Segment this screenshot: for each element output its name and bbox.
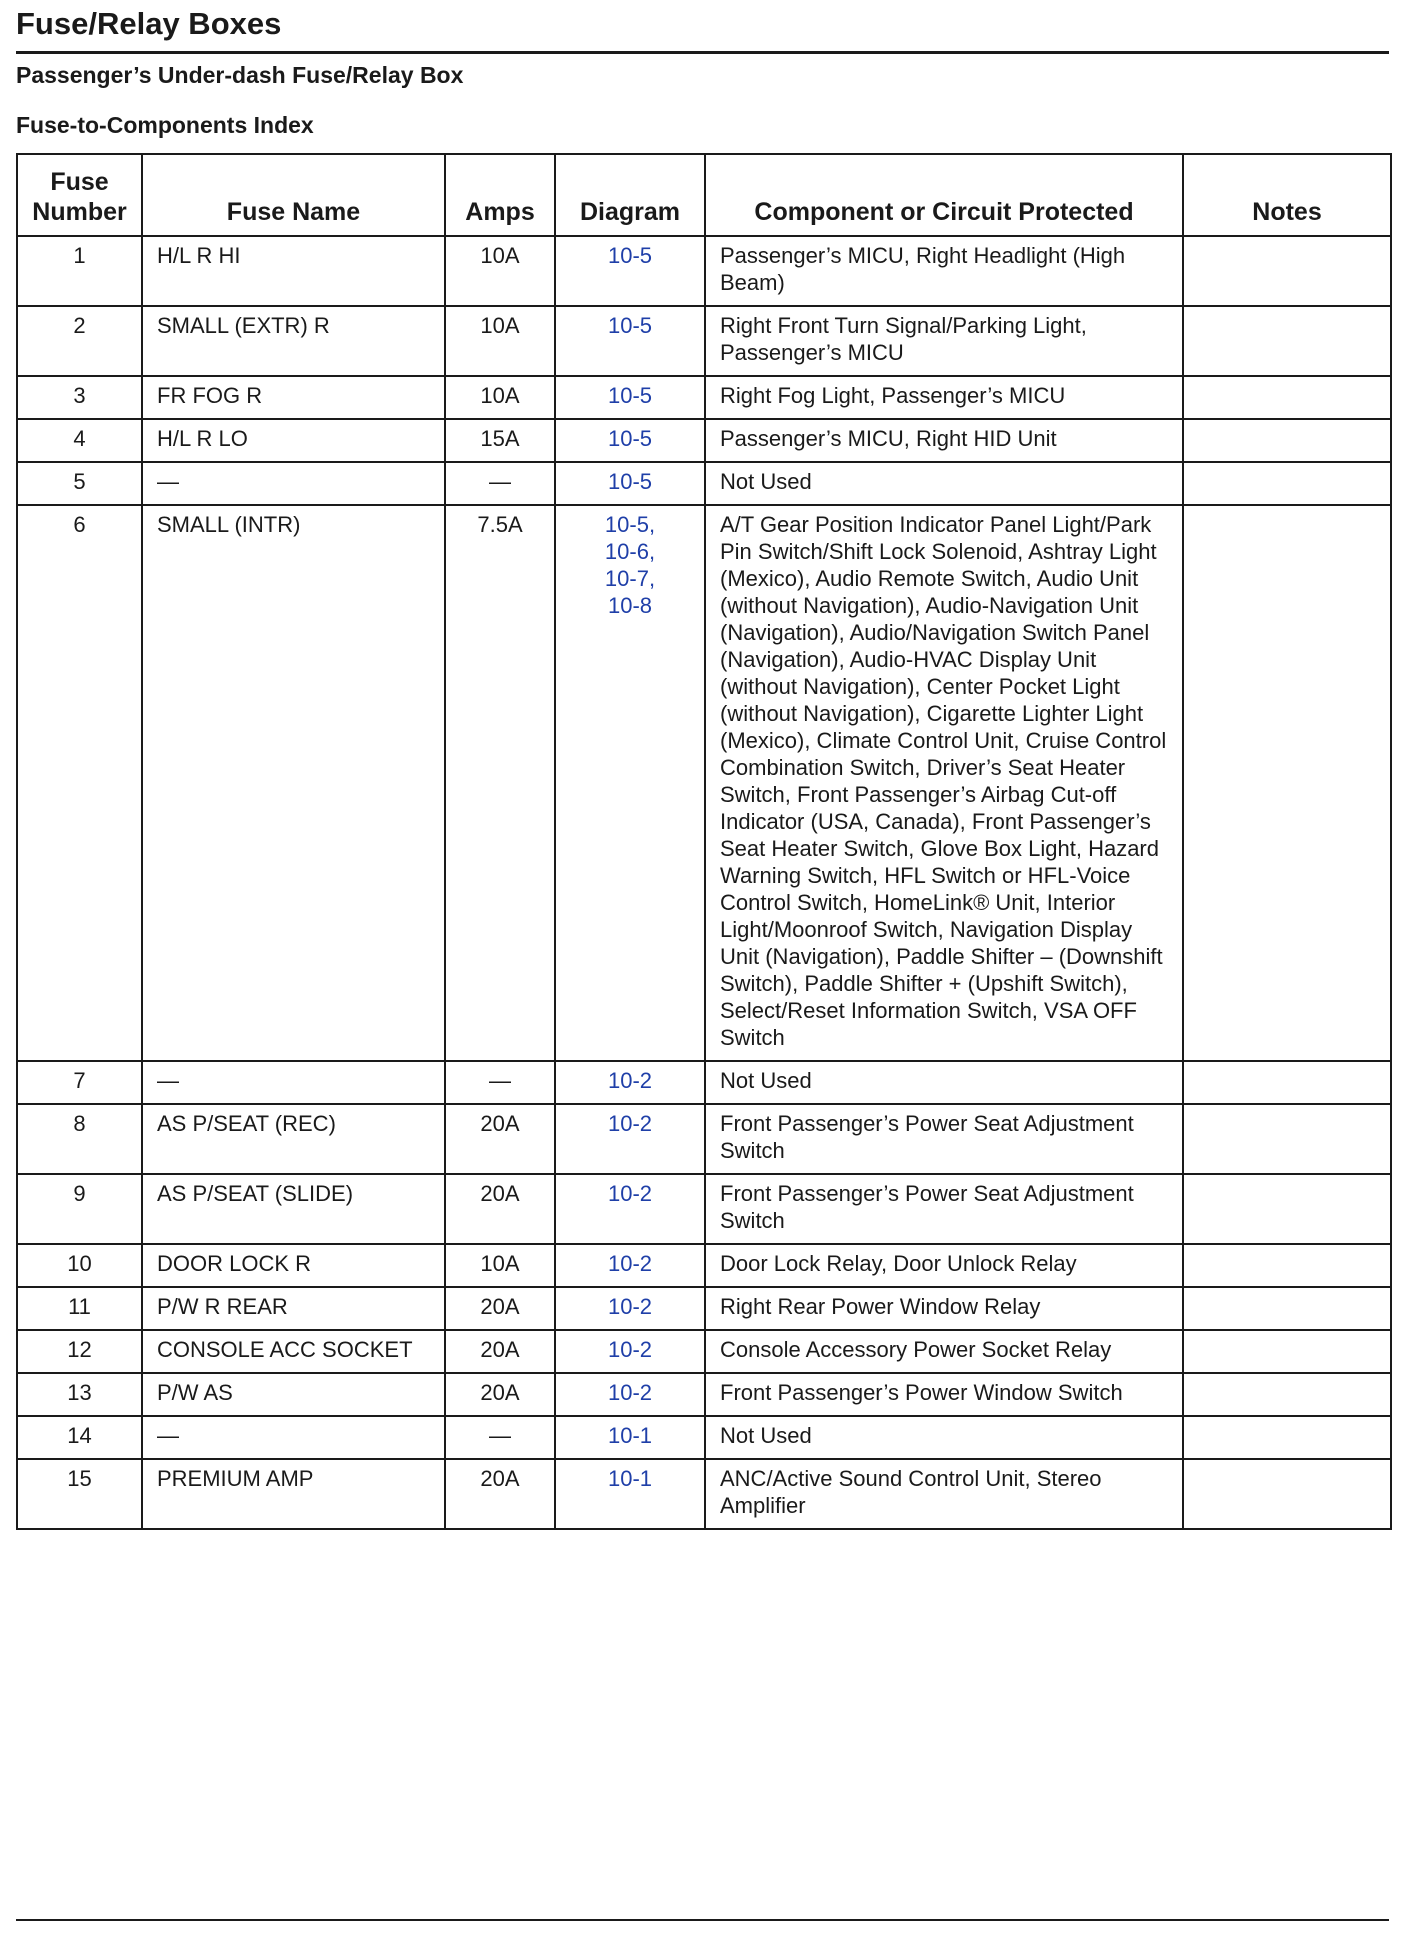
notes-cell [1183, 1416, 1391, 1459]
notes-cell [1183, 505, 1391, 1061]
fuse-number-cell: 3 [17, 376, 142, 419]
diagram-link[interactable]: 10-5 [607, 426, 653, 451]
diagram-link[interactable]: 10-5 [607, 383, 653, 408]
fuse-name-cell: P/W AS [142, 1373, 445, 1416]
amps-cell: 20A [445, 1287, 555, 1330]
table-row [17, 1373, 1391, 1416]
fuse-name-cell: — [142, 1061, 445, 1104]
diagram-link[interactable]: 10-1 [607, 1466, 653, 1491]
section-subtitle: Passenger’s Under-dash Fuse/Relay Box [16, 62, 464, 88]
component-cell: Not Used [705, 462, 1183, 505]
notes-cell [1183, 1061, 1391, 1104]
component-cell: ANC/Active Sound Control Unit, Stereo Amplifier [705, 1459, 1183, 1529]
diagram-cell [555, 1061, 705, 1104]
component-cell: Not Used [705, 1416, 1183, 1459]
diagram-cell [555, 1459, 705, 1529]
diagram-link[interactable]: 10-2 [607, 1251, 653, 1276]
fuse-number-cell: 4 [17, 419, 142, 462]
fuse-name-cell: FR FOG R [142, 376, 445, 419]
table-row [17, 376, 1391, 419]
header-fuse-number: Fuse Number [17, 154, 142, 236]
notes-cell [1183, 376, 1391, 419]
fuse-name-cell: H/L R LO [142, 419, 445, 462]
fuse-number-cell: 10 [17, 1244, 142, 1287]
fuse-name-cell: SMALL (EXTR) R [142, 306, 445, 376]
component-cell: Right Fog Light, Passenger’s MICU [705, 376, 1183, 419]
table-row [17, 1330, 1391, 1373]
fuse-number-cell: 6 [17, 505, 142, 1061]
diagram-cell [555, 1104, 705, 1174]
component-cell: Right Front Turn Signal/Parking Light, Passenger’s MICU [705, 306, 1183, 376]
fuse-name-cell: AS P/SEAT (REC) [142, 1104, 445, 1174]
fuse-name-cell: — [142, 462, 445, 505]
notes-cell [1183, 1459, 1391, 1529]
notes-cell [1183, 419, 1391, 462]
notes-cell [1183, 1104, 1391, 1174]
fuse-name-cell: — [142, 1416, 445, 1459]
fuse-table [16, 153, 1392, 1530]
diagram-cell [555, 419, 705, 462]
notes-cell [1183, 236, 1391, 306]
amps-cell: — [445, 1061, 555, 1104]
fuse-name-cell: P/W R REAR [142, 1287, 445, 1330]
component-cell: Console Accessory Power Socket Relay [705, 1330, 1183, 1373]
amps-cell: 20A [445, 1330, 555, 1373]
fuse-number-cell: 5 [17, 462, 142, 505]
diagram-cell [555, 306, 705, 376]
diagram-cell [555, 505, 705, 1061]
amps-cell: 10A [445, 1244, 555, 1287]
title-rule [16, 51, 1389, 54]
table-row [17, 462, 1391, 505]
amps-cell: — [445, 462, 555, 505]
header-component: Component or Circuit Protected [705, 154, 1183, 236]
diagram-cell [555, 462, 705, 505]
component-cell: Door Lock Relay, Door Unlock Relay [705, 1244, 1183, 1287]
diagram-link[interactable]: 10-8 [607, 593, 653, 618]
diagram-link[interactable]: 10-5 [607, 469, 653, 494]
amps-cell: 20A [445, 1373, 555, 1416]
component-cell: Passenger’s MICU, Right HID Unit [705, 419, 1183, 462]
component-cell: Passenger’s MICU, Right Headlight (High Beam) [705, 236, 1183, 306]
diagram-cell [555, 1416, 705, 1459]
fuse-number-cell: 13 [17, 1373, 142, 1416]
page-title: Fuse/Relay Boxes [16, 6, 282, 41]
amps-cell: 20A [445, 1174, 555, 1244]
component-cell: Right Rear Power Window Relay [705, 1287, 1183, 1330]
component-cell: Not Used [705, 1061, 1183, 1104]
header-amps: Amps [445, 154, 555, 236]
fuse-name-cell: DOOR LOCK R [142, 1244, 445, 1287]
diagram-cell [555, 1373, 705, 1416]
footer-rule [16, 1919, 1389, 1921]
amps-cell: 10A [445, 236, 555, 306]
component-cell: Front Passenger’s Power Window Switch [705, 1373, 1183, 1416]
notes-cell [1183, 1244, 1391, 1287]
fuse-name-cell: CONSOLE ACC SOCKET [142, 1330, 445, 1373]
notes-cell [1183, 306, 1391, 376]
table-row [17, 236, 1391, 306]
diagram-link[interactable]: 10-5 [607, 313, 653, 338]
table-row [17, 1174, 1391, 1244]
amps-cell: 10A [445, 306, 555, 376]
fuse-name-cell: SMALL (INTR) [142, 505, 445, 1061]
diagram-link[interactable]: 10-2 [607, 1068, 653, 1093]
diagram-link[interactable]: 10-2 [607, 1181, 653, 1206]
diagram-link[interactable]: 10-5 [607, 243, 653, 268]
amps-cell: 15A [445, 419, 555, 462]
table-row [17, 1416, 1391, 1459]
fuse-name-cell: PREMIUM AMP [142, 1459, 445, 1529]
header-diagram: Diagram [555, 154, 705, 236]
diagram-cell [555, 236, 705, 306]
fuse-number-cell: 7 [17, 1061, 142, 1104]
amps-cell: 20A [445, 1104, 555, 1174]
diagram-link[interactable]: 10-6, [604, 539, 656, 564]
component-cell: Front Passenger’s Power Seat Adjustment Switch [705, 1104, 1183, 1174]
table-row [17, 419, 1391, 462]
header-notes: Notes [1183, 154, 1391, 236]
index-title: Fuse-to-Components Index [16, 112, 314, 138]
fuse-number-cell: 1 [17, 236, 142, 306]
diagram-cell [555, 1287, 705, 1330]
fuse-number-cell: 2 [17, 306, 142, 376]
fuse-name-cell: H/L R HI [142, 236, 445, 306]
table-row [17, 505, 1391, 1061]
notes-cell [1183, 1287, 1391, 1330]
diagram-cell [555, 1330, 705, 1373]
diagram-cell [555, 376, 705, 419]
diagram-link[interactable]: 10-1 [607, 1423, 653, 1448]
diagram-link[interactable]: 10-2 [607, 1337, 653, 1362]
fuse-number-cell: 14 [17, 1416, 142, 1459]
table-header-row [17, 154, 1391, 236]
notes-cell [1183, 1330, 1391, 1373]
fuse-number-cell: 11 [17, 1287, 142, 1330]
notes-cell [1183, 1373, 1391, 1416]
table-row [17, 306, 1391, 376]
diagram-link[interactable]: 10-7, [604, 566, 656, 591]
diagram-link[interactable]: 10-5, [604, 512, 656, 537]
table-row [17, 1104, 1391, 1174]
diagram-cell [555, 1244, 705, 1287]
header-fuse-name: Fuse Name [142, 154, 445, 236]
amps-cell: 10A [445, 376, 555, 419]
diagram-link[interactable]: 10-2 [607, 1294, 653, 1319]
component-cell: Front Passenger’s Power Seat Adjustment Switch [705, 1174, 1183, 1244]
amps-cell: 20A [445, 1459, 555, 1529]
component-cell: A/T Gear Position Indicator Panel Light/Park Pin Switch/Shift Lock Solenoid, Ashtray Light (Mexico), Audio Remote Switch, Audio Unit (without Navigation), Audio-Navigation Unit (Navigation), Audio/Navigation Switch Panel (Navigation), Audio-HVAC Display Unit (without Navigation), Center Pocket Light (without Navigation), Cigarette Lighter Light (Mexico), Climate Control Unit, Cruise Control Combination Switch, Driver’s Seat Heater Switch, Front Passenger’s Airbag Cut-off Indicator (USA, Canada), Front Passenger’s Seat Heater Switch, Glove Box Light, Hazard Warning Switch, HFL Switch or HFL-Voice Control Switch, HomeLink® Unit, Interior Light/Moonroof Switch, Navigation Display Unit (Navigation), Paddle Shifter – (Downshift Switch), Paddle Shifter + (Upshift Switch), Select/Reset Information Switch, VSA OFF Switch [705, 505, 1183, 1061]
table-row [17, 1287, 1391, 1330]
fuse-number-cell: 9 [17, 1174, 142, 1244]
table-row [17, 1244, 1391, 1287]
fuse-table-body [17, 236, 1391, 1529]
fuse-number-cell: 12 [17, 1330, 142, 1373]
notes-cell [1183, 1174, 1391, 1244]
diagram-cell [555, 1174, 705, 1244]
table-row [17, 1061, 1391, 1104]
diagram-link[interactable]: 10-2 [607, 1380, 653, 1405]
fuse-number-cell: 8 [17, 1104, 142, 1174]
amps-cell: — [445, 1416, 555, 1459]
table-row [17, 1459, 1391, 1529]
notes-cell [1183, 462, 1391, 505]
diagram-link[interactable]: 10-2 [607, 1111, 653, 1136]
fuse-number-cell: 15 [17, 1459, 142, 1529]
amps-cell: 7.5A [445, 505, 555, 1061]
fuse-name-cell: AS P/SEAT (SLIDE) [142, 1174, 445, 1244]
